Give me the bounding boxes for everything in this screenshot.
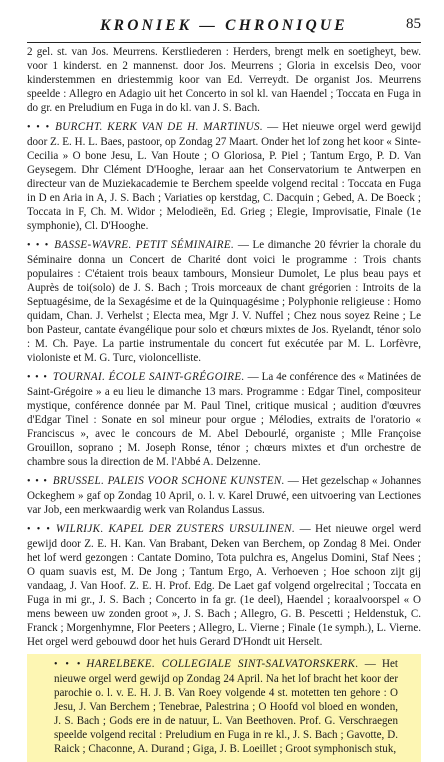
section-text: — Het gezelschap « Johannes Ockeghem » gaf op Zondag 10 April, o. l. v. Karel Druwé, een uitvoering van Lectiones var Job, een merkwaardig werk van Rolandus Lassus. — [27, 475, 421, 516]
section-heading: WILRIJK. KAPEL DER ZUSTERS URSULINEN. — [55, 523, 296, 535]
section-bullet: • • • — [27, 240, 50, 251]
section-bullet: • • • — [54, 659, 82, 670]
section-basse-wavre — [27, 238, 421, 365]
page-number: 85 — [406, 16, 421, 32]
section-text: — Het nieuwe orgel werd gewijd op Zondag 24 April. Na het lof bracht het koor der parochie o. l. v. E. H. J. B. Van Roey volgende 4 st. motetten ten gehore : O Jesu, J. Van Berchem ; Tenebrae, Palestrina ; O Hoofd vol bloed en wonden, J. S. Bach ; Gods ere in de natuur, L. Van Beethoven. Prof. G. Verschraegen speelde volgend recital : Preludium en Fuga in re kl., J. S. Bach ; Gavotte, D. Raick ; Chaconne, A. Durand ; Giga, J. B. Loeillet ; Groot symphonisch stuk, — [54, 658, 398, 755]
section-text: — Le dimanche 20 février la chorale du Séminaire donna un Concert de Charité dont voici le programme : Trois chants populaires : C'étaient trois beaux tambours, Monsieur Dumolet, Le plus beau pays et Auprès de toi(solo) de J. S. Bach ; Trois morceaux de chant grégorien : Introits de la Septuagésime, de la Sexagésime et de la Quinquagésime ; Polyphonie religieuse : Homo quidam, Chan. J. Verhelst ; Electa mea, Mgr J. V. Nuffel ; Chez nous soyez Reine ; Le bon Pasteur, cantate évangélique pour solo et chœurs mixtes de Jos. Ryelandt, ténor solo : M. Ch. Paye. La partie instrumentale du concert fut exécutée par M. L. Lorfèvre, violoniste et M. G. Turc, violoncelliste. — [27, 239, 421, 364]
section-heading: BURCHT. KERK VAN DE H. MARTINUS. — [55, 121, 264, 133]
section-heading: HARELBEKE. COLLEGIALE SINT-SALVATORSKERK. — [86, 658, 359, 670]
section-harelbeke-highlighted — [27, 654, 421, 762]
section-bullet: • • • — [27, 372, 48, 383]
section-text: — La 4e conférence des « Matinées de Saint-Grégoire » a eu lieu le dimanche 13 mars. Programme : Edgar Tinel, compositeur mystique, conférence donnée par M. Paul Tinel, critique musical ; audition d'œuvres d'Edgar Tinel : Sonate en sol mineur pour orgue ; Mélodies, extraits de l'oratorio « Franciscus », avec le concours de M. Abel Debourlé, organiste ; Mlle Françoise Grouillon, soprano ; M. Joseph Ronse, ténor ; chœurs mixtes et d'un orchestre de chambre sous la direction de M. l'Abbé A. Delzenne. — [27, 371, 421, 468]
section-bullet: • • • — [27, 476, 48, 487]
section-text: — Het nieuwe orgel werd gewijd door Z. E. H. L. Baes, pastoor, op Zondag 27 Maart. Onder het lof zong het koor « Sinte-Cecilia » O bone Jesu, L. Van Houte ; O Gloriosa, P. Piel ; Tantum Ergo, P. D. Van Geysegem. Dhr Clément D'Hooghe, leraar aan het Conservatorium te Antwerpen en directeur van de Muziekacademie te Berchem speelde volgend recital : Toccata en Fuga in D en Aria in A, J. S. Bach ; Variaties op kerstdag, C. Dacquin ; Gebed, A. De Boeck ; Toccata in F, Ch. M. Widor ; Melodieën, Ed. Grieg ; Elegie, Improvisatie, Finale (1e symphonie), Cl. D'Hooghe. — [27, 121, 422, 232]
section-text: — Het nieuwe orgel werd gewijd door Z. E. H. Kan. Van Brabant, Deken van Berchem, op Zondag 8 Mei. Onder het lof werd gezongen : Cantate Domino, Tota pulchra es, Angelus Domini, Staf Nees ; O quam suavis est, M. De Jong ; Tantum Ergo, A. Verhoeven ; Hoe schoon zijt gij vandaag, J. Van Hoof. Z. E. H. Prof. Edg. De Laet gaf volgend orgelrecital ; Toccata en Fuga in mi gr., J. S. Bach ; Concerto in fa gr. (1e deel), Haendel ; koraalvoorspel « O mens beween uw zonden groot », J. S. Bach ; Allegro, G. B. Pescetti ; Heldenstuk, C. Franck ; Morgenhymne, Flor Peeters ; Allegro, L. Vierne ; Finale (1e symph.), L. Vierne. Het orgel werd gebouwd door het huis Gerard D'Hondt uit Herselt. — [27, 523, 421, 648]
section-tournai — [27, 370, 421, 469]
section-brussel — [27, 474, 421, 517]
section-heading: TOURNAI. ÉCOLE SAINT-GRÉGOIRE. — [52, 371, 245, 383]
article-body — [27, 45, 421, 762]
continued-paragraph: 2 gel. st. van Jos. Meurrens. Kerstliederen : Herders, brengt melk en soetigheyt, bew. voor 1 kinderst. en 2 mannenst. door Jos. Meurrens ; Gloria in excelsis Deo, voor kinderstemmen en driestemmig koor van Ed. Verreydt. De organist Jos. Meurrens speelde : Allegro en Adagio uit het Concerto in sol kl. van Haendel ; Toccata en Fuga in do gr. en Preludium en Fuga in do kl. van J. S. Bach. — [27, 46, 421, 114]
section-burcht — [27, 120, 421, 233]
section-heading: BASSE-WAVRE. PETIT SÉMINAIRE. — [54, 239, 235, 251]
section-wilrijk — [27, 522, 421, 649]
header-title: KRONIEK — CHRONIQUE — [100, 17, 348, 34]
running-header — [27, 0, 421, 43]
section-bullet: • • • — [27, 524, 51, 535]
section-heading: BRUSSEL. PALEIS VOOR SCHONE KUNSTEN. — [52, 475, 285, 487]
section-bullet: • • • — [27, 122, 51, 133]
